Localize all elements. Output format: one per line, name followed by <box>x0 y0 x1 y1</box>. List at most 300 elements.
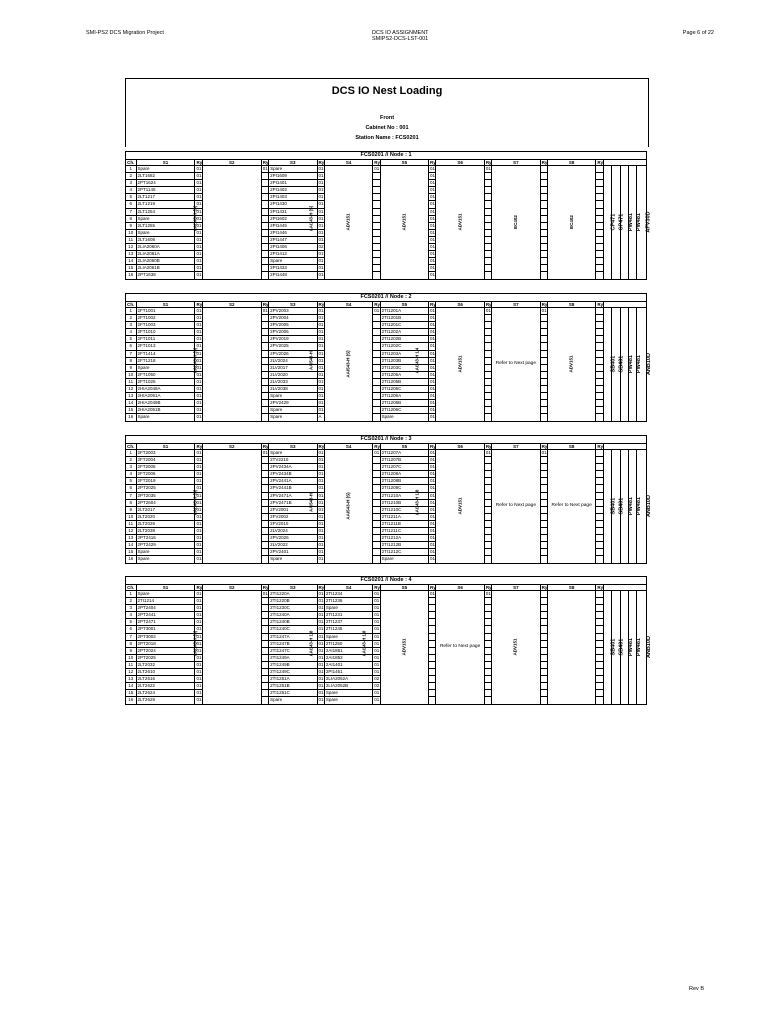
relay-cell <box>540 683 547 690</box>
channel-cell: 15 <box>126 549 137 556</box>
relay-cell <box>596 236 603 243</box>
relay-cell <box>540 222 547 229</box>
io-tag-cell: 2LT1219 <box>136 201 195 208</box>
relay-cell <box>261 647 268 654</box>
io-tag-cell: 2TI1201B <box>380 315 428 322</box>
relay-cell <box>261 499 268 506</box>
module-label-cell <box>492 166 540 280</box>
relay-cell <box>540 528 547 535</box>
relay-cell: 01 <box>318 492 324 498</box>
channel-cell: 11 <box>126 236 137 243</box>
module-label-cell <box>202 308 261 422</box>
relay-cell <box>596 386 603 393</box>
column-header: Ry <box>541 444 548 449</box>
relay-cell: 01 <box>196 371 202 377</box>
io-tag-cell: 2LT1682 <box>136 173 195 180</box>
channel-cell: 8 <box>126 357 137 364</box>
relay-cell <box>484 499 491 506</box>
relay-cell: 01 <box>318 322 324 328</box>
relay-cell <box>373 173 380 180</box>
io-tag-cell: 2TI1236 <box>324 598 372 605</box>
doc-header-project: SMI-PS2 DCS Migration Project <box>86 30 164 36</box>
io-tag-cell: 2FV2001 <box>269 506 317 513</box>
title-front: Front <box>379 115 395 121</box>
relay-cell: 01 <box>430 229 436 235</box>
relay-cell <box>596 215 603 222</box>
relay-cell <box>429 640 436 647</box>
relay-cell: 01 <box>196 464 202 470</box>
relay-cell: 01 <box>374 647 380 653</box>
io-tag-cell: Spare <box>269 258 317 265</box>
io-tag-cell: 2FT1013 <box>136 343 195 350</box>
relay-cell: 01 <box>196 407 202 413</box>
relay-cell: 01 <box>430 322 436 328</box>
io-tag-cell: Spare <box>136 364 195 371</box>
relay-cell: 01 <box>374 661 380 667</box>
relay-cell: 01 <box>318 236 324 242</box>
io-tag-cell: 2PI1431 <box>269 208 317 215</box>
relay-cell <box>261 612 268 619</box>
column-header: S7 <box>492 160 540 166</box>
relay-cell: 01 <box>196 173 202 179</box>
relay-cell <box>261 208 268 215</box>
channel-cell: 13 <box>126 676 137 683</box>
module-label: AAI543-H <box>308 493 313 512</box>
module-label: AAI143-H 1/8 <box>308 630 313 657</box>
relay-cell <box>429 690 436 697</box>
relay-cell <box>261 598 268 605</box>
relay-cell <box>540 506 547 513</box>
io-tag-cell: 2LIA2052A <box>324 676 372 683</box>
relay-cell <box>596 350 603 357</box>
io-tag-cell: 2PT2416 <box>136 535 195 542</box>
relay-cell <box>429 633 436 640</box>
io-tag-cell: 2PV2471B <box>269 499 317 506</box>
column-header: Ch. <box>127 444 135 449</box>
column-header: S4 <box>324 302 372 308</box>
relay-cell <box>484 407 491 414</box>
relay-cell <box>540 485 547 492</box>
relay-cell <box>596 619 603 626</box>
io-tag-cell: 2PV2026 <box>269 535 317 542</box>
io-tag-cell: 2TI1245 <box>324 626 372 633</box>
relay-cell <box>484 222 491 229</box>
channel-cell: 13 <box>126 393 137 400</box>
column-header: Ry <box>541 585 548 590</box>
relay-cell: 01 <box>196 457 202 463</box>
io-tag-cell: 2TI1207C <box>380 464 428 471</box>
io-tag-cell: 2PI1446 <box>269 229 317 236</box>
relay-cell <box>540 400 547 407</box>
column-header: Ry <box>262 585 269 590</box>
io-tag-cell: 2PI1402 <box>269 187 317 194</box>
relay-cell: 01 <box>374 591 380 596</box>
right-module-label: PW481 <box>635 638 642 657</box>
relay-cell: 01 <box>430 272 436 278</box>
relay-cell: 01 <box>196 556 202 562</box>
relay-cell <box>596 308 603 315</box>
relay-cell <box>540 393 547 400</box>
io-tag-cell: Spare <box>269 414 317 421</box>
relay-cell <box>540 690 547 697</box>
relay-cell: 01 <box>430 450 436 455</box>
relay-cell: 01 <box>318 407 324 413</box>
right-module-label: PW481 <box>635 213 642 232</box>
relay-cell: 01 <box>196 350 202 356</box>
relay-cell <box>540 315 547 322</box>
column-header: Ry <box>374 585 381 590</box>
module-label-cell <box>547 308 595 422</box>
column-header: Ry <box>374 160 381 165</box>
relay-cell: 01 <box>318 499 324 505</box>
column-header: S1 <box>136 302 195 308</box>
io-tag-cell: 2TI1206B <box>380 400 428 407</box>
relay-cell: 01 <box>430 520 436 526</box>
channel-cell: 4 <box>126 612 137 619</box>
io-tag-cell: 2PT2471 <box>136 619 195 626</box>
relay-cell <box>596 535 603 542</box>
relay-cell <box>261 329 268 336</box>
channel-cell: 11 <box>126 661 137 668</box>
relay-cell <box>373 407 380 414</box>
io-tag-cell: Spare <box>136 166 195 173</box>
channel-cell: 15 <box>126 690 137 697</box>
module-label: AAI543-H (S) <box>345 350 351 378</box>
io-tag-cell: 2TV2210 <box>269 457 317 464</box>
relay-cell <box>261 556 268 563</box>
relay-cell <box>540 407 547 414</box>
relay-cell <box>540 258 547 265</box>
io-table <box>125 584 653 705</box>
relay-cell <box>373 258 380 265</box>
title-box <box>125 78 649 147</box>
module-label: ADV151 <box>345 213 351 231</box>
io-tag-cell: 2PI1448 <box>269 272 317 279</box>
relay-cell <box>429 619 436 626</box>
io-tag-cell: 2FT1010 <box>136 329 195 336</box>
relay-cell <box>373 400 380 407</box>
relay-cell: 01 <box>318 542 324 548</box>
io-tag-cell: 2TI1203A <box>380 350 428 357</box>
relay-cell <box>596 591 603 598</box>
relay-cell <box>540 633 547 640</box>
relay-cell <box>540 591 547 598</box>
module-label: ADV151 <box>457 213 463 231</box>
relay-cell: 01 <box>196 364 202 370</box>
channel-cell: 14 <box>126 542 137 549</box>
relay-cell: 01 <box>374 605 380 611</box>
module-label: AAI143-H (S) <box>192 205 197 232</box>
column-header: Ry <box>430 585 436 590</box>
relay-cell: 01 <box>318 450 324 455</box>
relay-cell <box>261 690 268 697</box>
relay-cell <box>484 315 491 322</box>
relay-cell <box>373 471 380 478</box>
relay-cell <box>373 499 380 506</box>
relay-cell: 01 <box>318 343 324 349</box>
relay-cell: 01 <box>318 598 324 604</box>
relay-cell <box>540 535 547 542</box>
relay-cell: 01 <box>196 386 202 392</box>
column-header: S7 <box>492 585 540 591</box>
io-tag-cell: Spare <box>380 414 428 421</box>
column-header: S4 <box>324 585 372 591</box>
channel-cell: 8 <box>126 499 137 506</box>
column-header: Ry <box>196 302 203 307</box>
relay-cell: 01 <box>430 265 436 271</box>
column-header: Ry <box>430 302 436 307</box>
io-tag-cell: 2LT1217 <box>136 194 195 201</box>
relay-cell: 01 <box>318 633 324 639</box>
relay-cell: 01 <box>318 386 324 392</box>
io-table <box>125 301 653 422</box>
right-module-label: SB401 <box>618 355 625 373</box>
relay-cell <box>484 612 491 619</box>
relay-cell <box>261 535 268 542</box>
channel-cell: 16 <box>126 272 137 279</box>
relay-cell: 01 <box>318 513 324 519</box>
relay-cell <box>484 619 491 626</box>
io-tag-cell: 2LIA2061B <box>136 265 195 272</box>
relay-cell <box>261 605 268 612</box>
module-label: EC402 <box>568 215 574 230</box>
relay-cell: 01 <box>541 450 547 455</box>
relay-cell: 01 <box>374 633 380 639</box>
io-tag-cell: 2PI1406 <box>269 244 317 251</box>
column-header: S6 <box>436 160 484 166</box>
channel-cell: 6 <box>126 343 137 350</box>
channel-cell: 3 <box>126 180 137 187</box>
relay-cell <box>373 528 380 535</box>
relay-cell <box>596 471 603 478</box>
channel-cell: 1 <box>126 450 137 457</box>
io-tag-cell: 2PI1433 <box>269 265 317 272</box>
relay-cell <box>484 654 491 661</box>
column-header: Ry <box>541 302 548 307</box>
relay-cell: 01 <box>318 654 324 660</box>
relay-cell <box>484 343 491 350</box>
relay-cell: 01 <box>318 315 324 321</box>
relay-cell <box>373 251 380 258</box>
relay-cell <box>373 371 380 378</box>
relay-cell: 01 <box>196 528 202 534</box>
relay-cell: 01 <box>196 654 202 660</box>
relay-cell <box>540 520 547 527</box>
relay-cell <box>484 520 491 527</box>
relay-cell: 01 <box>196 535 202 541</box>
relay-cell <box>429 647 436 654</box>
relay-cell: 01 <box>318 683 324 689</box>
relay-cell <box>540 542 547 549</box>
channel-cell: 5 <box>126 478 137 485</box>
relay-cell <box>261 464 268 471</box>
relay-cell <box>373 492 380 499</box>
relay-cell: 01 <box>196 492 202 498</box>
node-1 <box>125 151 652 280</box>
relay-cell: 01 <box>196 542 202 548</box>
io-tag-cell: 2TI1240A <box>269 612 317 619</box>
io-tag-cell: 2PV2004 <box>269 315 317 322</box>
channel-cell: 9 <box>126 506 137 513</box>
column-header: S2 <box>202 160 261 166</box>
channel-cell: 3 <box>126 322 137 329</box>
relay-cell <box>261 471 268 478</box>
relay-cell <box>484 229 491 236</box>
relay-cell <box>484 336 491 343</box>
relay-cell <box>484 180 491 187</box>
relay-cell: 01 <box>430 350 436 356</box>
relay-cell: 01 <box>262 450 268 455</box>
relay-cell <box>429 697 436 704</box>
column-header: S5 <box>380 160 428 166</box>
relay-cell <box>261 251 268 258</box>
relay-cell: 01 <box>318 393 324 399</box>
right-module-label: ANB10D <box>646 636 653 659</box>
channel-cell: 7 <box>126 633 137 640</box>
relay-cell: 01 <box>430 393 436 399</box>
relay-cell <box>596 322 603 329</box>
relay-cell <box>261 654 268 661</box>
relay-cell: 01 <box>318 556 324 562</box>
relay-cell <box>484 194 491 201</box>
relay-cell: 01 <box>318 520 324 526</box>
relay-cell: 01 <box>196 329 202 335</box>
io-tag-cell: 2TI1251C <box>269 690 317 697</box>
right-module-label: PW481 <box>635 355 642 374</box>
relay-cell <box>484 201 491 208</box>
io-tag-cell: 2PV2441A <box>269 478 317 485</box>
relay-cell <box>373 272 380 279</box>
module-label-cell <box>202 450 261 564</box>
relay-cell <box>484 258 491 265</box>
right-module-label: PW481 <box>627 355 634 374</box>
column-header: Ry <box>485 585 492 590</box>
io-tag-cell: 2PI1412 <box>269 251 317 258</box>
channel-cell: 2 <box>126 315 137 322</box>
relay-cell <box>540 272 547 279</box>
relay-cell <box>373 194 380 201</box>
relay-cell: 01 <box>196 633 202 639</box>
column-header: Ry <box>318 160 325 165</box>
relay-cell: 01 <box>430 513 436 519</box>
io-tag-cell: 2PV2471A <box>269 492 317 499</box>
relay-cell: 01 <box>196 513 202 519</box>
channel-cell: 2 <box>126 457 137 464</box>
relay-cell <box>540 173 547 180</box>
relay-cell: 01 <box>318 400 324 406</box>
io-tag-cell: 2PT2024 <box>136 647 195 654</box>
relay-cell <box>540 350 547 357</box>
io-tag-cell: 2TI1205C <box>380 386 428 393</box>
io-tag-cell: 2PV2026 <box>269 350 317 357</box>
io-tag-cell: Spare <box>136 414 195 421</box>
relay-cell: 01 <box>318 647 324 653</box>
relay-cell <box>540 669 547 676</box>
relay-cell <box>596 400 603 407</box>
column-header: Ry <box>597 302 604 307</box>
io-tag-cell: 2TI1205A <box>380 371 428 378</box>
io-tag-cell: 2FT1218 <box>136 357 195 364</box>
column-header: S2 <box>202 444 261 450</box>
io-tag-cell: 2TI1249A <box>269 654 317 661</box>
relay-cell <box>261 542 268 549</box>
module-label: ADV151 <box>457 497 463 515</box>
io-tag-cell: 2PT2025 <box>136 485 195 492</box>
relay-cell: 01 <box>541 308 547 313</box>
channel-cell: 12 <box>126 244 137 251</box>
relay-cell <box>596 166 603 173</box>
relay-cell <box>261 485 268 492</box>
io-tag-cell: 2TI1207B <box>380 457 428 464</box>
channel-cell: 14 <box>126 400 137 407</box>
relay-cell: 01 <box>318 308 324 313</box>
relay-cell <box>596 640 603 647</box>
relay-cell <box>540 329 547 336</box>
io-tag-cell: 2LV2022 <box>269 542 317 549</box>
relay-cell: 01 <box>196 549 202 555</box>
relay-cell <box>596 676 603 683</box>
module-label-cell <box>547 166 595 280</box>
channel-cell: 4 <box>126 471 137 478</box>
relay-cell <box>484 528 491 535</box>
relay-cell <box>596 542 603 549</box>
relay-cell: 01 <box>374 690 380 696</box>
relay-cell: 01 <box>430 251 436 257</box>
relay-cell <box>484 598 491 605</box>
relay-cell: 01 <box>318 535 324 541</box>
io-tag-cell: Spare <box>136 549 195 556</box>
relay-cell: 01 <box>430 506 436 512</box>
relay-cell: 01 <box>318 528 324 534</box>
relay-cell <box>596 654 603 661</box>
channel-cell: 5 <box>126 619 137 626</box>
io-tag-cell: 2FT2019 <box>136 478 195 485</box>
relay-cell <box>596 371 603 378</box>
io-tag-cell: Spare <box>136 215 195 222</box>
relay-cell <box>373 386 380 393</box>
io-tag-cell: 2TI1247B <box>269 640 317 647</box>
refer-next-page: Refer to Next page <box>492 450 540 564</box>
io-tag-cell: 2PV2006 <box>269 329 317 336</box>
io-tag-cell: 2PV2429 <box>269 400 317 407</box>
io-tag-cell: 2TI1211A <box>380 513 428 520</box>
relay-cell: 01 <box>430 329 436 335</box>
column-header: S8 <box>547 585 595 591</box>
relay-cell <box>261 180 268 187</box>
relay-cell: 01 <box>430 386 436 392</box>
io-tag-cell: 2PV2025 <box>269 343 317 350</box>
table-row <box>126 450 647 457</box>
relay-cell: 01 <box>374 612 380 618</box>
relay-cell: 01 <box>318 222 324 228</box>
relay-cell <box>596 201 603 208</box>
io-tag-cell: Spare <box>380 556 428 563</box>
doc-header-doc-number: SMIPS2-DCS-LST-001 <box>372 36 429 42</box>
module-label-cell <box>436 308 484 422</box>
io-tag-cell: 2HIA2049B <box>136 400 195 407</box>
relay-cell <box>596 647 603 654</box>
relay-cell <box>261 343 268 350</box>
relay-cell <box>596 343 603 350</box>
right-module-label: SB401 <box>618 638 625 656</box>
relay-cell <box>261 626 268 633</box>
relay-cell: 01 <box>430 378 436 384</box>
io-tag-cell: 2TI1251A <box>269 676 317 683</box>
relay-cell: 01 <box>196 669 202 675</box>
column-header: S6 <box>436 585 484 591</box>
relay-cell: 01 <box>430 528 436 534</box>
module-label: AAI143-H (S) <box>192 630 197 657</box>
